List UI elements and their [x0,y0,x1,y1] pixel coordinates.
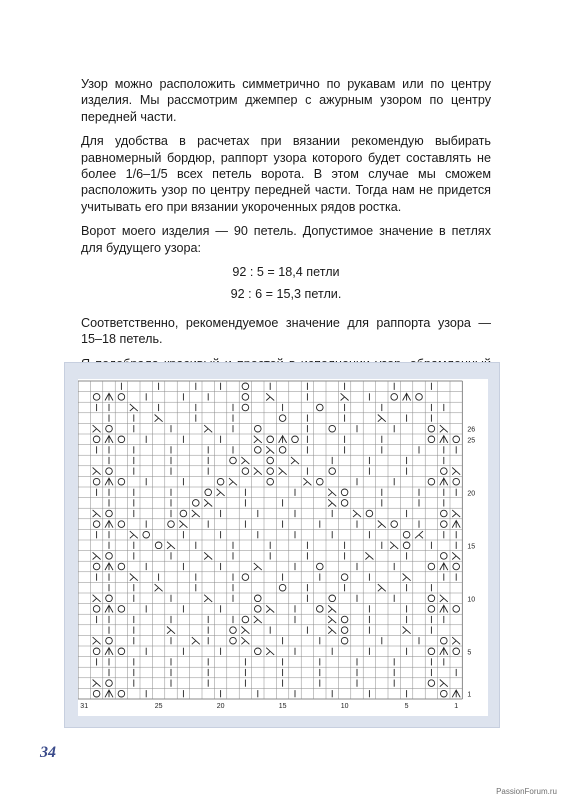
decrease-left-symbol [440,680,448,687]
yarn-over-symbol [255,606,262,613]
yarn-over-symbol [416,394,423,401]
yarn-over-symbol [441,510,448,517]
decrease-left-symbol [378,584,386,591]
decrease-left-symbol [192,637,200,644]
row-label: 1 [467,691,472,699]
decrease-left-symbol [229,478,237,485]
yarn-over-symbol [428,563,435,570]
yarn-over-symbol [329,595,336,602]
decrease-left-symbol [303,478,311,485]
yarn-over-symbol [329,425,336,432]
yarn-over-symbol [155,542,162,549]
decrease-left-symbol [266,446,274,453]
yarn-over-symbol [428,606,435,613]
central-decrease-symbol [440,478,448,485]
yarn-over-symbol [205,489,212,496]
yarn-over-symbol [317,478,324,485]
decrease-left-symbol [254,563,262,570]
row-label: 25 [467,437,476,445]
decrease-left-symbol [365,552,373,559]
yarn-over-symbol [279,447,286,454]
decrease-left-symbol [341,393,349,400]
yarn-over-symbol [441,637,448,644]
decrease-left-symbol [93,510,101,517]
central-decrease-symbol [105,521,113,528]
yarn-over-symbol [242,616,249,623]
decrease-left-symbol [93,552,101,559]
yarn-over-symbol [279,415,286,422]
decrease-left-symbol [179,521,187,528]
yarn-over-symbol [93,690,100,697]
column-label: 1 [454,703,459,710]
decrease-left-symbol [130,404,138,411]
watermark: PassionForum.ru [496,787,557,796]
column-label: 20 [216,703,225,710]
decrease-left-symbol [93,680,101,687]
yarn-over-symbol [428,648,435,655]
paragraph-2: Для удобства в расчетах при вязании рекомендую выбирать равномерный бордюр, раппорт узора которого будет составлять не более 1/6–1/5 всех петель ворота. В этом случае мы сможем расположить узор по центру передней части. Тогда нам не придется учитывать его при вязании укороченных рядов ростка. [81,134,491,214]
paragraph-4: Соответственно, рекомендуемое значение для раппорта узора — 15–18 петель. [81,315,491,347]
decrease-left-symbol [93,425,101,432]
decrease-left-symbol [130,574,138,581]
yarn-over-symbol [267,468,274,475]
decrease-left-symbol [279,468,287,475]
yarn-over-symbol [317,404,324,411]
yarn-over-symbol [106,468,113,475]
yarn-over-symbol [180,510,187,517]
body-text [81,76,491,397]
yarn-over-symbol [106,637,113,644]
yarn-over-symbol [255,648,262,655]
decrease-left-symbol [328,627,336,634]
decrease-left-symbol [403,574,411,581]
row-label: 15 [467,543,476,551]
yarn-over-symbol [118,521,125,528]
yarn-over-symbol [341,574,348,581]
paragraph-3: Ворот моего изделия — 90 петель. Допустимое значение в петлях для будущего узора: [81,224,491,255]
yarn-over-symbol [341,616,348,623]
row-label: 26 [467,426,476,434]
yarn-over-symbol [428,425,435,432]
yarn-over-symbol [118,436,125,443]
decrease-left-symbol [204,552,212,559]
yarn-over-symbol [193,500,200,507]
yarn-over-symbol [93,648,100,655]
yarn-over-symbol [93,521,100,528]
yarn-over-symbol [292,436,299,443]
yarn-over-symbol [267,478,274,485]
yarn-over-symbol [106,595,113,602]
yarn-over-symbol [279,584,286,591]
decrease-left-symbol [328,489,336,496]
column-label: 15 [278,703,287,710]
decrease-left-symbol [192,510,200,517]
decrease-left-symbol [217,489,225,496]
yarn-over-symbol [391,521,398,528]
yarn-over-symbol [341,500,348,507]
decrease-left-symbol [254,468,262,475]
column-label: 25 [154,703,163,710]
central-decrease-symbol [105,563,113,570]
central-decrease-symbol [440,563,448,570]
yarn-over-symbol [341,489,348,496]
equation-2: 92 : 6 = 15,3 петли. [230,287,342,302]
decrease-left-symbol [452,637,460,644]
central-decrease-symbol [105,605,113,612]
central-decrease-symbol [440,605,448,612]
decrease-left-symbol [266,648,274,655]
yarn-over-symbol [168,521,175,528]
decrease-left-symbol [204,595,212,602]
yarn-over-symbol [453,436,460,443]
yarn-over-symbol [441,690,448,697]
decrease-right-symbol [415,531,423,538]
decrease-left-symbol [291,457,299,464]
decrease-left-symbol [155,584,163,591]
decrease-left-symbol [155,415,163,422]
yarn-over-symbol [428,595,435,602]
yarn-over-symbol [441,468,448,475]
yarn-over-symbol [93,394,100,401]
decrease-left-symbol [328,499,336,506]
yarn-over-symbol [453,478,460,485]
decrease-left-symbol [204,425,212,432]
decrease-left-symbol [167,542,175,549]
yarn-over-symbol [267,436,274,443]
yarn-over-symbol [441,521,448,528]
knitting-chart-grid [78,379,488,716]
central-decrease-symbol [105,648,113,655]
column-label: 5 [404,703,409,710]
decrease-left-symbol [254,616,262,623]
decrease-left-symbol [254,436,262,443]
central-decrease-symbol [105,478,113,485]
paragraph-1: Узор можно расположить симметрично по рукавам или по центру изделия. Мы рассмотрим джемпер с ажурным узором по центру передней части. [81,77,491,124]
yarn-over-symbol [428,478,435,485]
yarn-over-symbol [441,553,448,560]
equation-1: 92 : 5 = 18,4 петли [232,265,340,280]
central-decrease-symbol [105,436,113,443]
decrease-left-symbol [353,510,361,517]
yarn-over-symbol [230,627,237,634]
yarn-over-symbol [118,563,125,570]
decrease-left-symbol [241,627,249,634]
yarn-over-symbol [93,478,100,485]
yarn-over-symbol [242,394,249,401]
yarn-over-symbol [329,468,336,475]
yarn-over-symbol [118,690,125,697]
decrease-left-symbol [130,531,138,538]
decrease-left-symbol [452,468,460,475]
decrease-left-symbol [204,499,212,506]
yarn-over-symbol [255,425,262,432]
decrease-left-symbol [390,542,398,549]
row-label: 5 [467,649,472,657]
row-label: 10 [467,596,476,604]
yarn-over-symbol [93,606,100,613]
decrease-left-symbol [378,521,386,528]
decrease-left-symbol [93,595,101,602]
yarn-over-symbol [143,531,150,538]
yarn-over-symbol [217,478,224,485]
yarn-over-symbol [317,606,324,613]
central-decrease-symbol [452,521,460,528]
yarn-over-symbol [391,394,398,401]
yarn-over-symbol [255,447,262,454]
central-decrease-symbol [279,436,287,443]
decrease-left-symbol [452,510,460,517]
yarn-over-symbol [453,648,460,655]
decrease-left-symbol [167,627,175,634]
decrease-left-symbol [266,393,274,400]
knitting-chart-frame [64,362,500,728]
yarn-over-symbol [453,606,460,613]
central-decrease-symbol [105,690,113,697]
yarn-over-symbol [93,436,100,443]
yarn-over-symbol [366,510,373,517]
yarn-over-symbol [106,510,113,517]
knitting-chart [78,379,488,716]
central-decrease-symbol [440,648,448,655]
yarn-over-symbol [267,457,274,464]
yarn-over-symbol [341,627,348,634]
decrease-left-symbol [378,415,386,422]
yarn-over-symbol [255,595,262,602]
yarn-over-symbol [230,457,237,464]
decrease-left-symbol [328,605,336,612]
yarn-over-symbol [428,680,435,687]
decrease-left-symbol [93,637,101,644]
yarn-over-symbol [403,531,410,538]
central-decrease-symbol [440,436,448,443]
yarn-over-symbol [341,637,348,644]
decrease-left-symbol [266,605,274,612]
decrease-left-symbol [241,457,249,464]
decrease-left-symbol [440,425,448,432]
decrease-left-symbol [328,616,336,623]
yarn-over-symbol [118,606,125,613]
yarn-over-symbol [106,425,113,432]
yarn-over-symbol [230,637,237,644]
decrease-left-symbol [440,595,448,602]
yarn-over-symbol [242,574,249,581]
yarn-over-symbol [403,542,410,549]
column-label: 10 [340,703,349,710]
central-decrease-symbol [105,393,113,400]
yarn-over-symbol [118,648,125,655]
yarn-over-symbol [93,563,100,570]
central-decrease-symbol [452,690,460,697]
yarn-over-symbol [317,563,324,570]
yarn-over-symbol [242,468,249,475]
yarn-over-symbol [106,680,113,687]
yarn-over-symbol [118,394,125,401]
page-number: 34 [40,744,56,761]
yarn-over-symbol [242,383,249,390]
decrease-left-symbol [452,552,460,559]
column-label: 31 [80,703,89,710]
yarn-over-symbol [428,436,435,443]
yarn-over-symbol [118,478,125,485]
central-decrease-symbol [403,393,411,400]
yarn-over-symbol [453,563,460,570]
yarn-over-symbol [242,404,249,411]
decrease-left-symbol [403,627,411,634]
row-label: 20 [467,490,476,498]
decrease-left-symbol [241,637,249,644]
decrease-left-symbol [93,468,101,475]
yarn-over-symbol [106,553,113,560]
